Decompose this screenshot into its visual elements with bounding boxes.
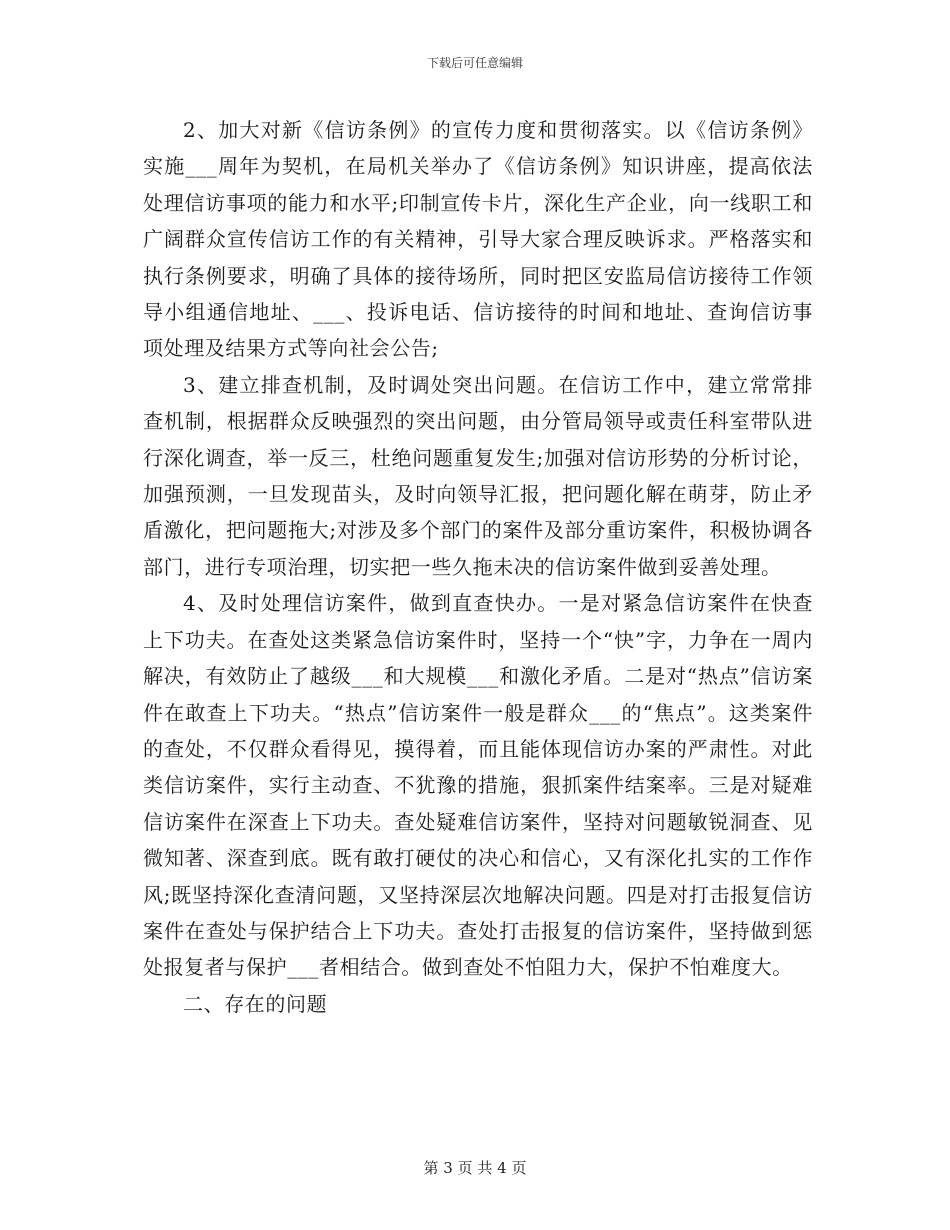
header-note: 下载后可任意编辑 [426, 56, 523, 70]
section-heading: 二、存在的问题 [183, 991, 328, 1016]
paragraph-item-3: 3、建立排查机制，及时调处突出问题。在信访工作中，建立常常排查机制，根据群众反映强烈的突出问题，由分管局领导或责任科室带队进行深化调查，举一反三，杜绝问题重复发生;加强对信访形势的分析讨论，加强预测，一旦发现苗头，及时向领导汇报，把问题化解在萌芽，防止矛盾激化，把问题拖大;对涉及多个部门的案件及部分重访案件，积极协调各部门，进行专项治理，切实把一些久拖未决的信访案件做到妥善处理。 [143, 372, 813, 579]
page-number: 第 3 页 共 4 页 [423, 1159, 527, 1177]
paragraph-item-2: 2、加大对新《信访条例》的宣传力度和贯彻落实。以《信访条例》实施___周年为契机，在局机关举办了《信访条例》知识讲座，提高依法处理信访事项的能力和水平;印制宣传卡片，深化生产企业，向一线职工和广阔群众宣传信访工作的有关精神，引导大家合理反映诉求。严格落实和执行条例要求，明确了具体的接待场所，同时把区安监局信访接待工作领导小组通信地址、___、投诉电话、信访接待的时间和地址、查询信访事项处理及结果方式等向社会公告; [143, 118, 813, 361]
document-body [143, 112, 813, 1022]
paragraph-item-4: 4、及时处理信访案件，做到直查快办。一是对紧急信访案件在快查上下功夫。在查处这类紧急信访案件时，坚持一个“快”字，力争在一周内解决，有效防止了越级___和大规模___和激化矛盾。二是对“热点”信访案件在敢查上下功夫。“热点”信访案件一般是群众___的“焦点”。这类案件的查处，不仅群众看得见，摸得着，而且能体现信访办案的严肃性。对此类信访案件，实行主动查、不犹豫的措施，狠抓案件结案率。三是对疑难信访案件在深查上下功夫。查处疑难信访案件，坚持对问题敏锐洞查、见微知著、深查到底。既有敢打硬仗的决心和信心，又有深化扎实的工作作风;既坚持深化查清问题，又坚持深层次地解决问题。四是对打击报复信访案件在查处与保护结合上下功夫。查处打击报复的信访案件，坚持做到惩处报复者与保护___者相结合。做到查处不怕阻力大，保护不怕难度大。 [143, 591, 813, 980]
